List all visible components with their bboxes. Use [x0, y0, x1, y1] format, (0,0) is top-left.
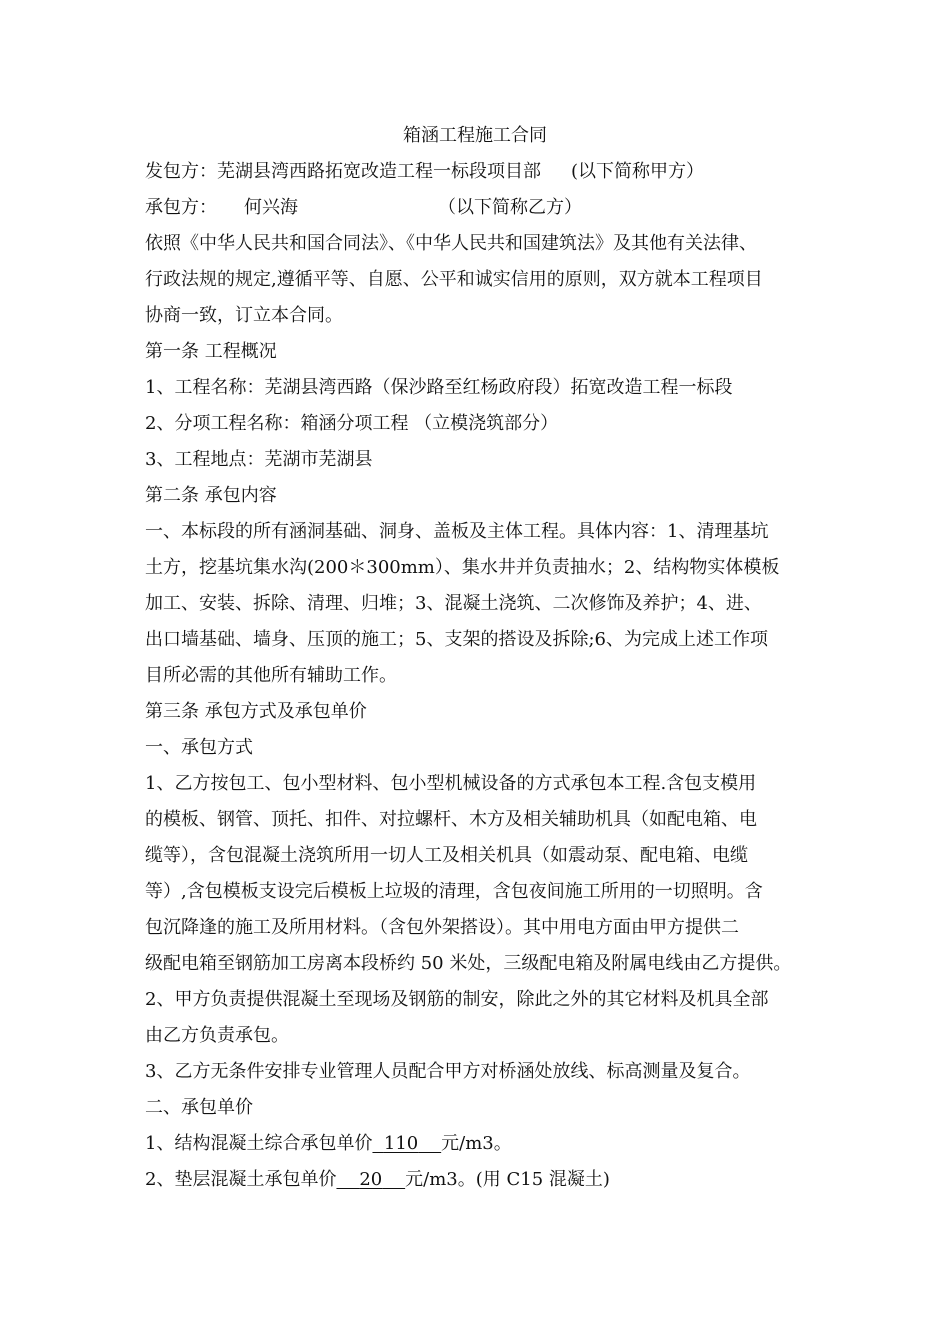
section1-line-2: 的模板、钢管、顶托、扣件、对拉螺杆、木方及相关辅助机具（如配电箱、电: [145, 809, 757, 830]
document-title: 箱涵工程施工合同: [403, 125, 547, 146]
preamble-line-2: 行政法规的规定,遵循平等、自愿、公平和诚实信用的原则，双方就本工程项目: [145, 269, 763, 290]
article2-heading: 第二条 承包内容: [145, 485, 277, 506]
article1-item-2: 2、分项工程名称：箱涵分项工程 （立模浇筑部分）: [145, 413, 559, 434]
party-a-line: [145, 160, 704, 184]
preamble-line-1: 依照《中华人民共和国合同法》、《中华人民共和国建筑法》及其他有关法律、: [145, 233, 757, 254]
section1-line-9: 3、乙方无条件安排专业管理人员配合甲方对桥涵处放线、标高测量及复合。: [145, 1061, 751, 1082]
price2-value: 20: [359, 1169, 383, 1190]
article2-line-4: 出口墙基础、墙身、压顶的施工；5、支架的搭设及拆除;6、为完成上述工作项: [145, 629, 768, 650]
section2-heading: 二、承包单价: [145, 1097, 253, 1118]
section1-line-7: 2、甲方负责提供混凝土至现场及钢筋的制安，除此之外的其它材料及机具全部: [145, 989, 769, 1010]
price1-suffix: 元/m3。: [441, 1133, 512, 1154]
preamble-line-3: 协商一致，订立本合同。: [145, 305, 343, 326]
price2-prefix: 2、垫层混凝土承包单价: [145, 1169, 337, 1190]
section1-line-5: 包沉降逢的施工及所用材料。（含包外架搭设）。其中用电方面由甲方提供二: [145, 917, 739, 938]
price1-value: 110: [383, 1133, 419, 1154]
section1-line-4: 等）,含包模板支设完后模板上垃圾的清理，含包夜间施工所用的一切照明。含: [145, 881, 763, 902]
section1-line-8: 由乙方负责承包。: [145, 1025, 289, 1046]
party-b-label: 承包方：: [145, 197, 217, 218]
article1-heading: 第一条 工程概况: [145, 341, 277, 362]
price1-prefix: 1、结构混凝土综合承包单价: [145, 1133, 373, 1154]
article2-line-2: 土方，挖基坑集水沟(200＊300mm）、集水井并负责抽水；2、结构物实体模板: [145, 557, 780, 578]
party-a-note: (以下简称甲方）: [571, 161, 705, 182]
article2-line-5: 目所必需的其他所有辅助工作。: [145, 665, 397, 686]
party-a-name: 芜湖县湾西路拓宽改造工程一标段项目部: [217, 161, 541, 182]
price-line-2: [145, 1168, 610, 1192]
party-b-note: （以下简称乙方）: [438, 197, 582, 218]
section1-heading: 一、承包方式: [145, 737, 253, 758]
article2-line-3: 加工、安装、拆除、清理、归堆；3、混凝土浇筑、二次修饰及养护；4、进、: [145, 593, 762, 614]
article1-item-1: 1、工程名称：芜湖县湾西路（保沙路至红杨政府段）拓宽改造工程一标段: [145, 377, 733, 398]
price2-suffix: 元/m3。(用 C15 混凝土): [405, 1169, 610, 1190]
price-line-1: [145, 1132, 512, 1156]
article3-heading: 第三条 承包方式及承包单价: [145, 701, 367, 722]
party-b-line: [145, 196, 582, 220]
section1-line-6: 级配电箱至钢筋加工房离本段桥约 50 米处，三级配电箱及附属电线由乙方提供。: [145, 953, 792, 974]
section1-line-1: 1、乙方按包工、包小型材料、包小型机械设备的方式承包本工程.含包支模用: [145, 773, 757, 794]
party-a-label: 发包方：: [145, 161, 217, 182]
article2-line-1: 一、本标段的所有涵洞基础、洞身、盖板及主体工程。具体内容：1、清理基坑: [145, 521, 769, 542]
article1-item-3: 3、工程地点：芜湖市芜湖县: [145, 449, 373, 470]
section1-line-3: 缆等），含包混凝土浇筑所用一切人工及相关机具（如震动泵、配电箱、电缆: [145, 845, 748, 866]
party-b-name: 何兴海: [244, 197, 298, 218]
